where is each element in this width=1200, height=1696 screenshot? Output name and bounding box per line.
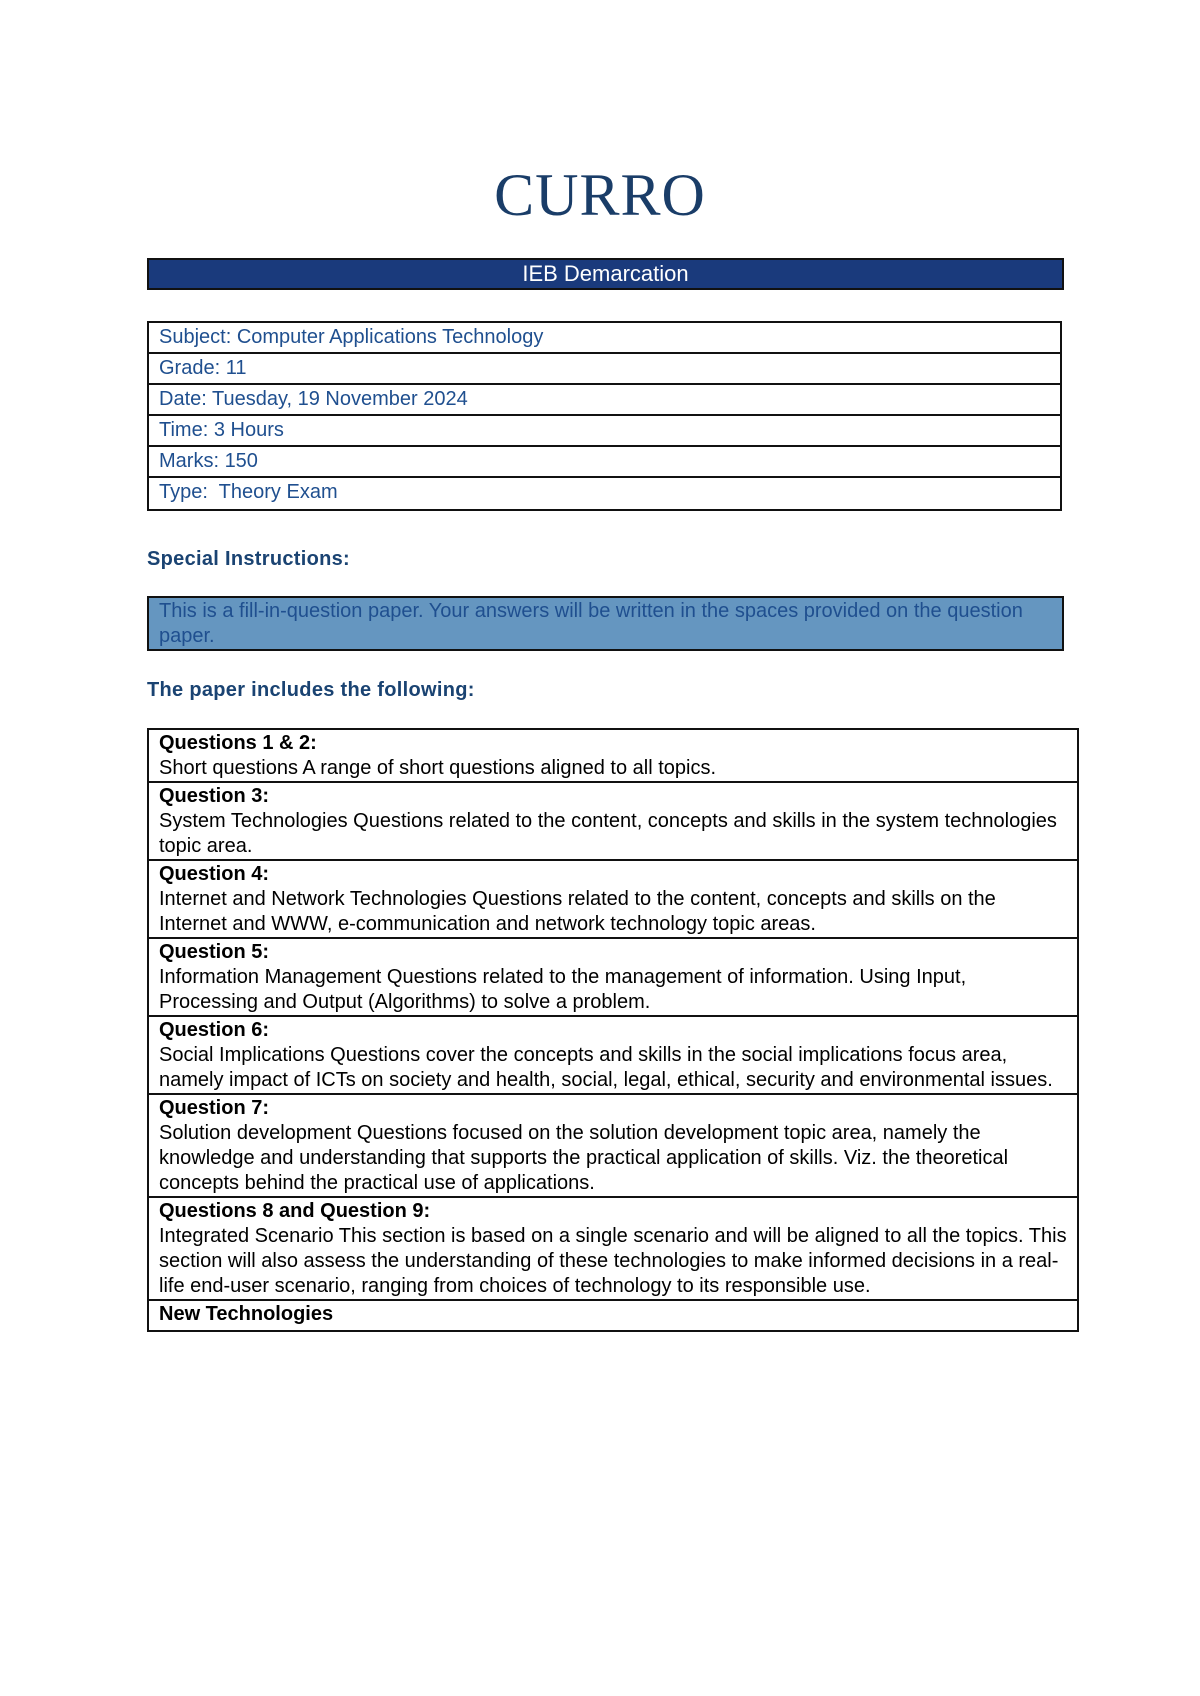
- question-title: Question 7:: [159, 1097, 270, 1119]
- question-description: Short questions A range of short questions aligned to all topics.: [159, 757, 717, 779]
- special-instructions-heading: Special Instructions:: [147, 548, 351, 570]
- demarcation-banner: IEB Demarcation: [147, 258, 1064, 290]
- question-description: System Technologies Questions related to the content, concepts and skills in the system technologies topic area.: [159, 810, 1057, 857]
- question-row: [149, 1017, 1077, 1095]
- question-title: New Technologies: [159, 1303, 334, 1325]
- question-description: Integrated Scenario This section is based on a single scenario and will be aligned to all the topics. This section will also assess the understanding of these technologies to make informed decisions in a real-life end-user scenario, ranging from choices of technology to its responsible use.: [159, 1225, 1067, 1297]
- curro-logo: CURRO: [494, 162, 706, 228]
- question-sections-table: [147, 728, 1079, 1332]
- paper-includes-heading: The paper includes the following:: [147, 679, 475, 701]
- question-description: Social Implications Questions cover the concepts and skills in the social implications focus area, namely impact of ICTs on society and health, social, legal, ethical, security and environmental issues.: [159, 1044, 1053, 1091]
- question-row: [149, 861, 1077, 939]
- question-title: Question 3:: [159, 785, 270, 807]
- question-description: Solution development Questions focused on the solution development topic area, namely the knowledge and understanding that supports the practical application of skills. Viz. the theoretical concepts behind the practical use of applications.: [159, 1122, 1009, 1194]
- info-row-type: Type: Theory Exam: [159, 481, 338, 503]
- info-row-grade: Grade: 11: [149, 354, 1060, 385]
- question-row: [149, 1095, 1077, 1198]
- question-row: [149, 1301, 1077, 1330]
- info-row-subject: Subject: Computer Applications Technology: [149, 323, 1060, 354]
- question-row: [149, 730, 1077, 783]
- info-row-date: Date: Tuesday, 19 November 2024: [149, 385, 1060, 416]
- question-title: Questions 1 & 2:: [159, 732, 317, 754]
- question-row: [149, 1198, 1077, 1301]
- question-title: Question 6:: [159, 1019, 270, 1041]
- question-description: Internet and Network Technologies Questions related to the content, concepts and skills on the Internet and WWW, e-communication and network technology topic areas.: [159, 888, 996, 935]
- question-title: Question 4:: [159, 863, 270, 885]
- question-title: Questions 8 and Question 9:: [159, 1200, 431, 1222]
- info-row-time: Time: 3 Hours: [149, 416, 1060, 447]
- question-row: [149, 939, 1077, 1017]
- exam-info-table: [147, 321, 1062, 511]
- info-row-marks: Marks: 150: [149, 447, 1060, 478]
- question-description: Information Management Questions related to the management of information. Using Input, Processing and Output (Algorithms) to solve a problem.: [159, 966, 967, 1013]
- question-row: [149, 783, 1077, 861]
- special-instructions-box: This is a fill-in-question paper. Your answers will be written in the spaces provided on the question paper.: [147, 596, 1064, 651]
- question-title: Question 5:: [159, 941, 270, 963]
